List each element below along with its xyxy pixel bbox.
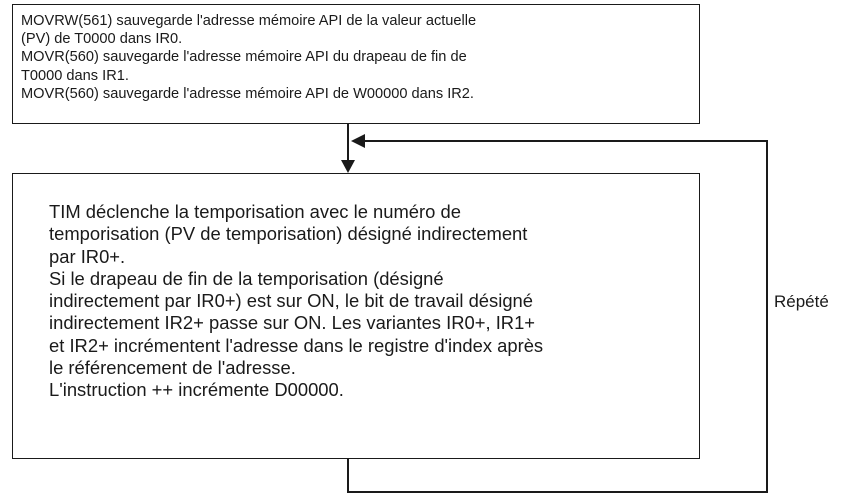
repeated-step-line: le référencement de l'adresse.: [49, 357, 296, 379]
setup-step-line: T0000 dans IR1.: [21, 67, 129, 84]
repeated-step-line: indirectement IR2+ passe sur ON. Les variantes IR0+, IR1+: [49, 312, 536, 334]
repeated-step-line: Si le drapeau de fin de la temporisation (désigné: [49, 267, 444, 289]
repeated-step-line: et IR2+ incrémentent l'adresse dans le registre d'index après: [49, 334, 544, 356]
loop-label: Répété: [774, 292, 829, 311]
setup-step-line: MOVR(560) sauvegarde l'adresse mémoire API de W00000 dans IR2.: [21, 85, 474, 102]
repeated-step-line: par IR0+.: [49, 245, 126, 267]
setup-step-box: [12, 4, 700, 124]
repeated-step-line: indirectement par IR0+) est sur ON, le bit de travail désigné: [49, 290, 534, 312]
repeated-step-line: TIM déclenche la temporisation avec le numéro de: [49, 201, 461, 222]
down-arrowhead: [341, 160, 355, 173]
repeated-step-box: [12, 173, 700, 459]
loop-back-arrowhead: [351, 134, 365, 148]
repeated-step-line: temporisation (PV de temporisation) désigné indirectement: [49, 223, 528, 245]
setup-step-line: MOVR(560) sauvegarde l'adresse mémoire API du drapeau de fin de: [21, 49, 467, 66]
setup-step-line: MOVRW(561) sauvegarde l'adresse mémoire API de la valeur actuelle: [21, 13, 477, 29]
setup-step-line: (PV) de T0000 dans IR0.: [21, 31, 183, 48]
repeated-step-line: L'instruction ++ incrémente D00000.: [49, 379, 344, 401]
